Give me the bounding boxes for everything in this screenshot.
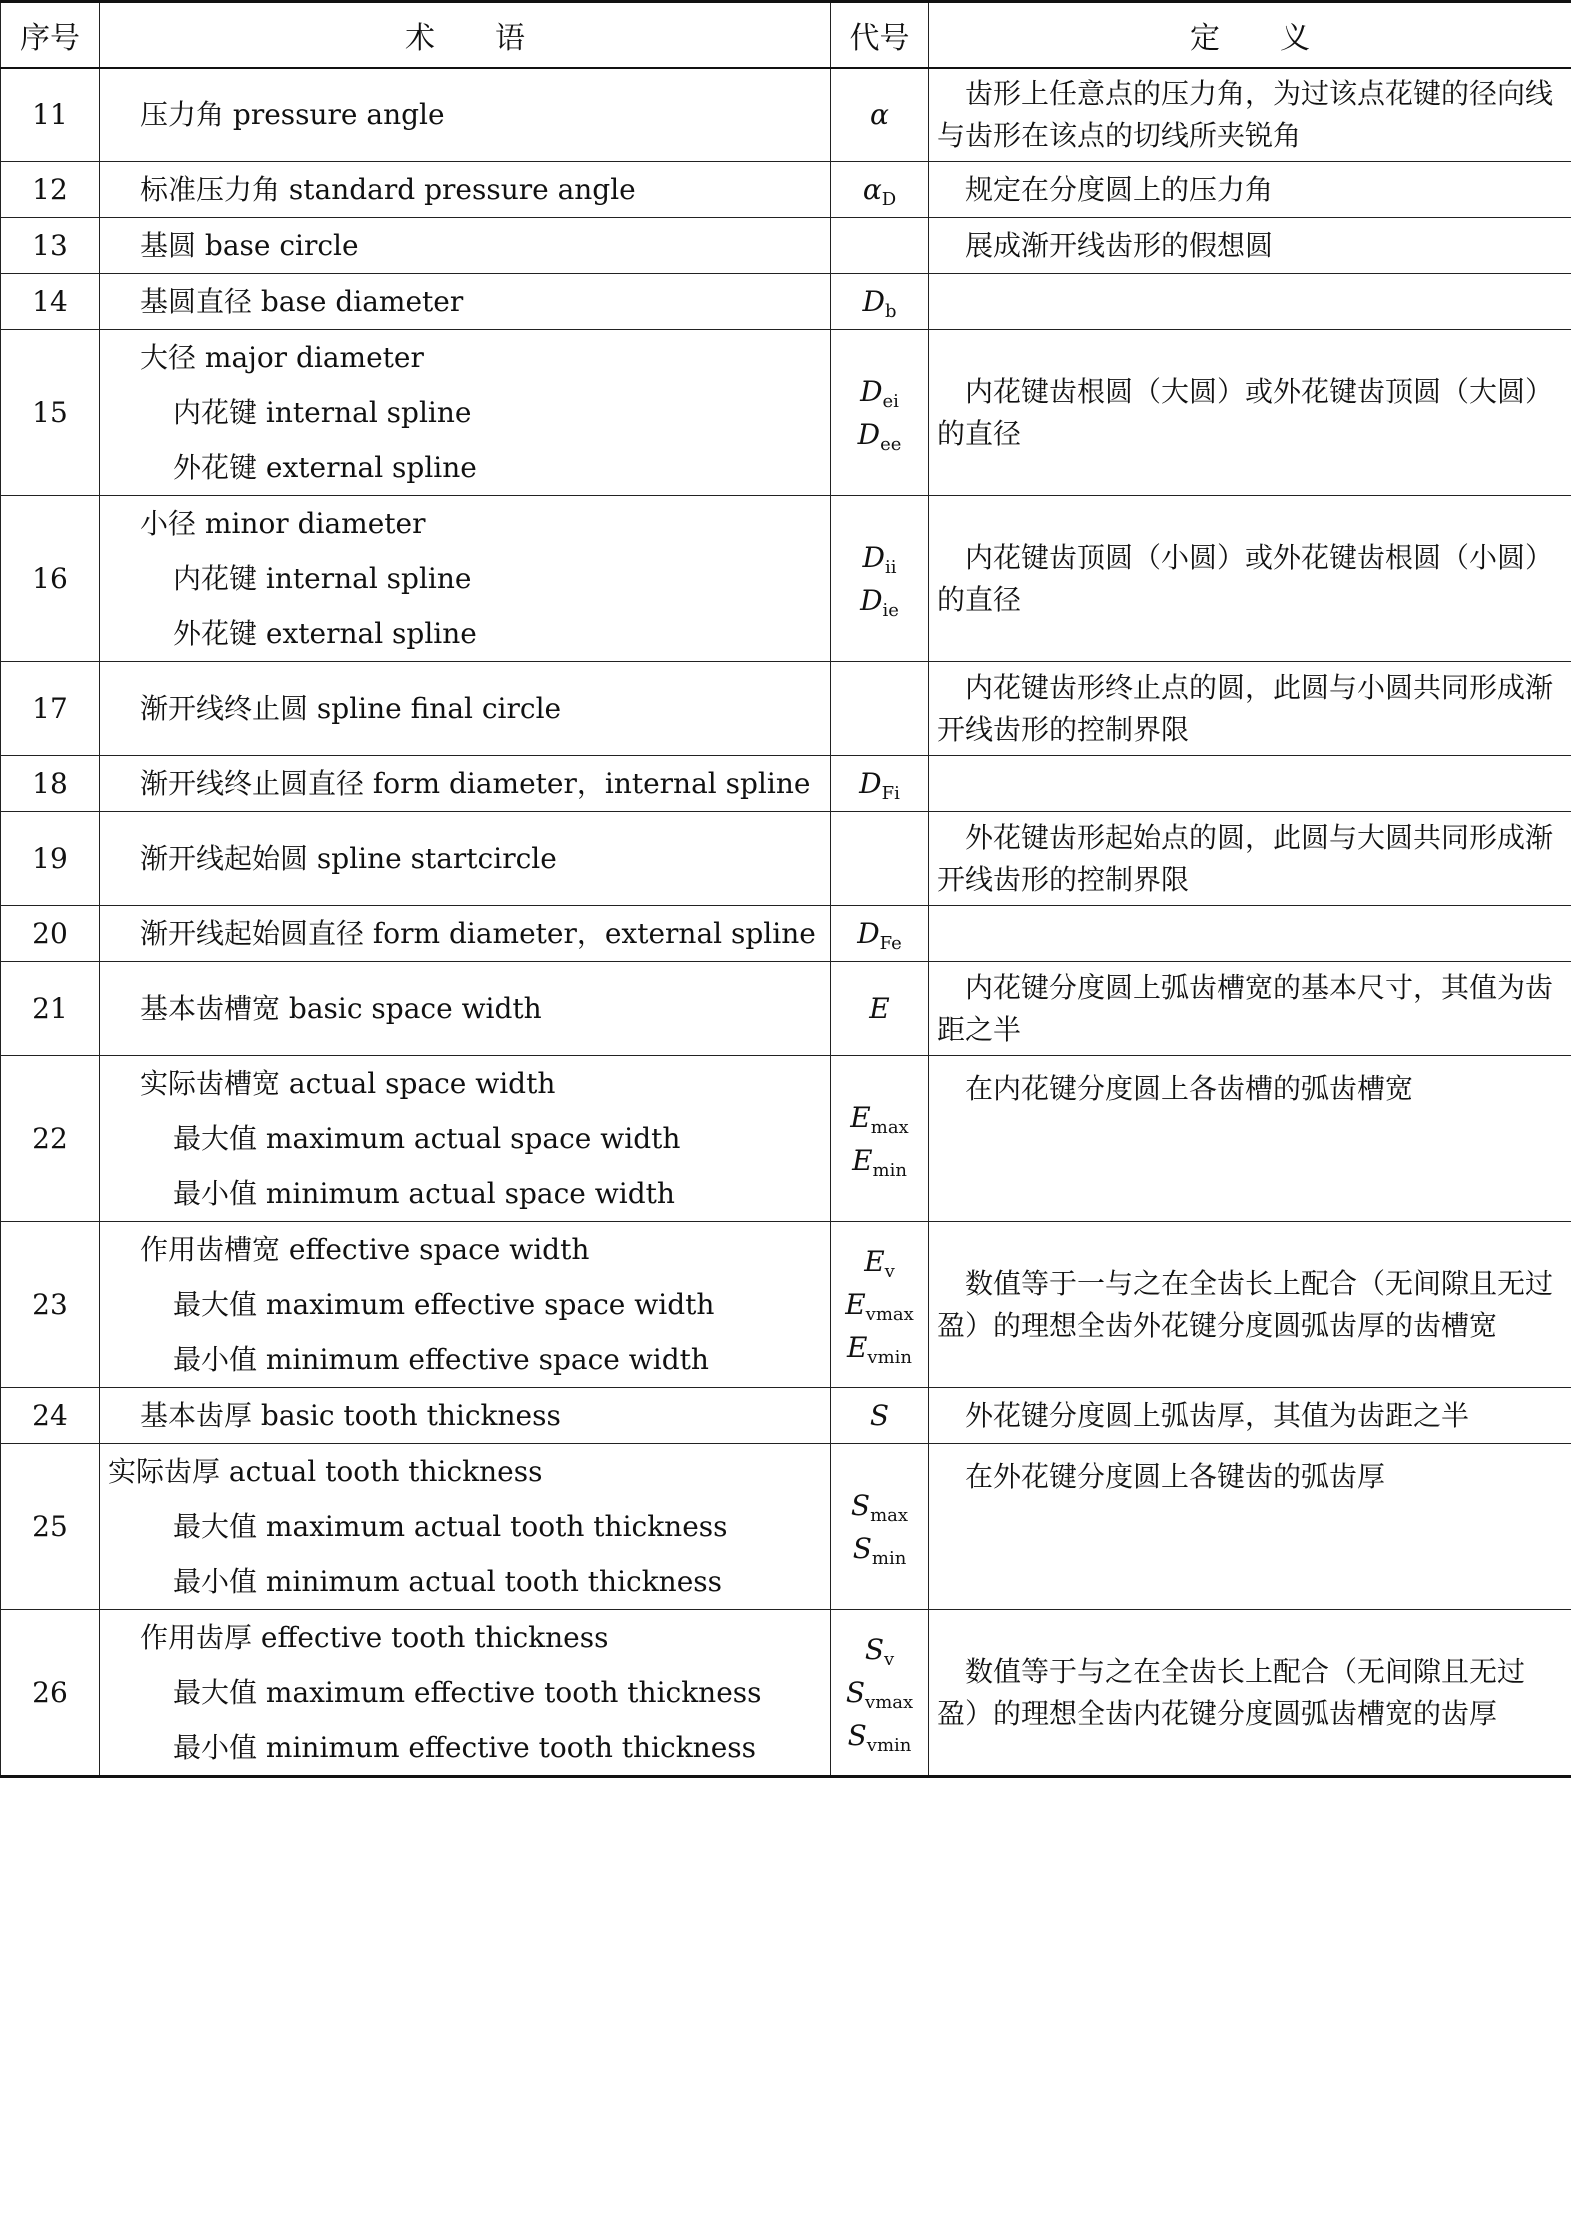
row-number: 16 [1, 496, 100, 662]
term-text: 标准压力角 standard pressure angle [140, 173, 636, 206]
symbol [831, 1326, 928, 1369]
table-row [1, 906, 1571, 962]
symbol-subscript: D [881, 189, 897, 210]
table-row [1, 496, 1571, 662]
table-row [1, 1056, 1571, 1222]
term-cell [100, 1222, 831, 1388]
term-text: 基圆 base circle [140, 229, 359, 262]
symbol-base: S [847, 1719, 867, 1752]
symbol-subscript: ii [884, 556, 897, 578]
symbol-subscript: b [884, 301, 897, 322]
symbol [831, 987, 928, 1030]
term-cell [100, 662, 831, 756]
definition-cell: 内花键齿形终止点的圆，此圆与小圆共同形成渐开线齿形的控制界限 [929, 662, 1571, 756]
row-number: 15 [1, 330, 100, 496]
term-text: 渐开线终止圆 spline final circle [140, 692, 562, 725]
term-subitem: 最大值 maximum actual tooth thickness [173, 1510, 728, 1543]
symbol [831, 370, 928, 413]
table-row [1, 1444, 1571, 1610]
code-cell [831, 274, 929, 330]
row-number: 17 [1, 662, 100, 756]
symbol [831, 1283, 928, 1326]
code-cell [831, 1444, 929, 1610]
definition-cell: 数值等于与之在全齿长上配合（无间隙且无过盈）的理想全齿内花键分度圆弧齿槽宽的齿厚 [929, 1610, 1571, 1777]
term-text: 渐开线终止圆直径 form diameter，internal spline [140, 767, 811, 800]
header-no: 序号 [1, 2, 100, 68]
code-cell [831, 1222, 929, 1388]
term-text: 基本齿厚 basic tooth thickness [140, 1399, 561, 1432]
definition-cell: 数值等于一与之在全齿长上配合（无间隙且无过盈）的理想全齿外花键分度圆弧齿厚的齿槽宽 [929, 1222, 1571, 1388]
term-cell [100, 218, 831, 274]
symbol [831, 1671, 928, 1714]
symbol-base: D [857, 417, 881, 451]
symbol-subscript: max [870, 1116, 909, 1138]
definition-cell: 齿形上任意点的压力角，为过该点花键的径向线与齿形在该点的切线所夹锐角 [929, 68, 1571, 162]
symbol-base: S [850, 1488, 871, 1522]
header-definition: 定 义 [929, 2, 1571, 68]
term-subitem: 外花键 external spline [173, 617, 477, 650]
term-cell [100, 274, 831, 330]
symbol-subscript: ei [882, 390, 899, 412]
symbol-base: S [864, 1633, 884, 1666]
code-cell [831, 162, 929, 218]
term-cell [100, 162, 831, 218]
code-cell [831, 218, 929, 274]
symbol-subscript: ee [880, 433, 902, 455]
table-row [1, 1610, 1571, 1777]
term-subitem: 最大值 maximum effective tooth thickness [173, 1676, 762, 1709]
symbol-base: E [852, 1143, 873, 1177]
term-subitem: 最小值 minimum actual space width [173, 1177, 675, 1210]
symbol [831, 93, 928, 136]
term-text: 基圆直径 base diameter [140, 285, 464, 318]
row-number: 23 [1, 1222, 100, 1388]
symbol-subscript: Fe [879, 933, 902, 954]
symbol-subscript: v [884, 1261, 895, 1282]
row-number: 20 [1, 906, 100, 962]
term-text: 实际齿槽宽 actual space width [140, 1067, 556, 1100]
table-row [1, 812, 1571, 906]
symbol-base: D [859, 767, 882, 800]
symbol [831, 168, 928, 211]
row-number: 18 [1, 756, 100, 812]
symbol [831, 1139, 928, 1182]
symbol [831, 1240, 928, 1283]
symbol-base: S [852, 1531, 872, 1565]
row-number: 13 [1, 218, 100, 274]
row-number: 26 [1, 1610, 100, 1777]
term-subitem: 最小值 minimum effective space width [173, 1343, 709, 1376]
term-text: 作用齿槽宽 effective space width [140, 1233, 590, 1266]
definition-cell: 规定在分度圆上的压力角 [929, 162, 1571, 218]
symbol-subscript: ie [882, 599, 899, 621]
symbol-subscript: min [871, 1547, 907, 1569]
term-cell [100, 1610, 831, 1777]
term-subitem: 内花键 internal spline [173, 396, 472, 429]
symbol-subscript: vmax [865, 1304, 914, 1325]
code-cell [831, 496, 929, 662]
definition-cell: 内花键齿顶圆（小圆）或外花键齿根圆（小圆）的直径 [929, 496, 1571, 662]
symbol-subscript: Fi [881, 783, 900, 804]
row-number: 24 [1, 1388, 100, 1444]
term-cell [100, 1444, 831, 1610]
term-text: 实际齿厚 actual tooth thickness [108, 1455, 543, 1488]
definition-cell: 外花键分度圆上弧齿厚，其值为齿距之半 [929, 1388, 1571, 1444]
row-number: 21 [1, 962, 100, 1056]
header-term: 术 语 [100, 2, 831, 68]
table-row [1, 1388, 1571, 1444]
code-cell [831, 962, 929, 1056]
term-cell [100, 1056, 831, 1222]
term-cell [100, 962, 831, 1056]
symbol [831, 579, 928, 622]
table-row [1, 68, 1571, 162]
definition-cell: 内花键齿根圆（大圆）或外花键齿顶圆（大圆）的直径 [929, 330, 1571, 496]
table-row [1, 662, 1571, 756]
symbol-base: α [870, 98, 889, 132]
term-text: 大径 major diameter [140, 341, 424, 374]
symbol-base: S [869, 1399, 890, 1432]
term-text: 基本齿槽宽 basic space width [140, 992, 542, 1025]
symbol-subscript: vmin [866, 1735, 912, 1756]
row-number: 19 [1, 812, 100, 906]
table-row [1, 330, 1571, 496]
symbol [831, 1527, 928, 1570]
symbol [831, 536, 928, 579]
table-row [1, 218, 1571, 274]
symbol-subscript: max [870, 1504, 909, 1526]
term-cell [100, 812, 831, 906]
code-cell [831, 1388, 929, 1444]
symbol-base: α [862, 173, 882, 206]
code-cell [831, 662, 929, 756]
definition-cell: 在内花键分度圆上各齿槽的弧齿槽宽 [929, 1056, 1571, 1222]
table-row [1, 162, 1571, 218]
term-subitem: 最小值 minimum actual tooth thickness [173, 1565, 723, 1598]
symbol-subscript: v [884, 1649, 895, 1670]
symbol-base: D [862, 540, 885, 574]
definition-cell: 内花键分度圆上弧齿槽宽的基本尺寸，其值为齿距之半 [929, 962, 1571, 1056]
term-cell [100, 496, 831, 662]
term-cell [100, 68, 831, 162]
term-cell [100, 906, 831, 962]
definition-cell [929, 906, 1571, 962]
symbol [831, 912, 928, 955]
table-row [1, 962, 1571, 1056]
code-cell [831, 330, 929, 496]
symbol [831, 1096, 928, 1139]
symbol-base: E [869, 992, 890, 1025]
symbol-base: D [857, 917, 880, 950]
row-number: 22 [1, 1056, 100, 1222]
symbol-subscript: vmax [865, 1692, 914, 1713]
symbol-subscript: min [872, 1159, 907, 1181]
symbol-base: E [850, 1100, 871, 1134]
symbol-base: D [862, 285, 885, 318]
definition-cell: 展成渐开线齿形的假想圆 [929, 218, 1571, 274]
code-cell [831, 756, 929, 812]
symbol-subscript: vmin [867, 1347, 913, 1368]
symbol [831, 1394, 928, 1437]
term-subitem: 最小值 minimum effective tooth thickness [173, 1731, 757, 1764]
term-cell [100, 1388, 831, 1444]
term-text: 压力角 pressure angle [140, 98, 445, 132]
symbol [831, 413, 928, 456]
table-row [1, 274, 1571, 330]
definition-cell: 外花键齿形起始点的圆，此圆与大圆共同形成渐开线齿形的控制界限 [929, 812, 1571, 906]
row-number: 25 [1, 1444, 100, 1610]
symbol-base: S [845, 1676, 866, 1709]
table-row [1, 756, 1571, 812]
symbol-base: E [864, 1245, 885, 1278]
term-cell [100, 756, 831, 812]
term-text: 小径 minor diameter [140, 507, 426, 540]
row-number: 12 [1, 162, 100, 218]
term-text: 渐开线起始圆直径 form diameter，external spline [140, 917, 816, 950]
term-cell [100, 330, 831, 496]
symbol-base: D [860, 374, 883, 408]
symbol-base: E [845, 1288, 866, 1321]
code-cell [831, 906, 929, 962]
term-subitem: 内花键 internal spline [173, 562, 472, 595]
symbol [831, 762, 928, 805]
term-subitem: 最大值 maximum effective space width [173, 1288, 715, 1321]
symbol-base: E [846, 1331, 868, 1364]
term-text: 渐开线起始圆 spline startcircle [140, 842, 557, 875]
symbol-base: D [860, 583, 883, 617]
code-cell [831, 812, 929, 906]
definition-cell: 在外花键分度圆上各键齿的弧齿厚 [929, 1444, 1571, 1610]
term-subitem: 最大值 maximum actual space width [173, 1122, 681, 1155]
row-number: 14 [1, 274, 100, 330]
header-row [1, 2, 1571, 68]
term-subitem: 外花键 external spline [173, 451, 477, 484]
symbol [831, 1714, 928, 1757]
table-row [1, 1222, 1571, 1388]
symbol [831, 280, 928, 323]
symbol [831, 1628, 928, 1671]
code-cell [831, 68, 929, 162]
row-number: 11 [1, 68, 100, 162]
code-cell [831, 1610, 929, 1777]
term-text: 作用齿厚 effective tooth thickness [140, 1621, 609, 1654]
header-code: 代号 [831, 2, 929, 68]
symbol [831, 1484, 928, 1527]
code-cell [831, 1056, 929, 1222]
definition-cell [929, 756, 1571, 812]
definition-cell [929, 274, 1571, 330]
